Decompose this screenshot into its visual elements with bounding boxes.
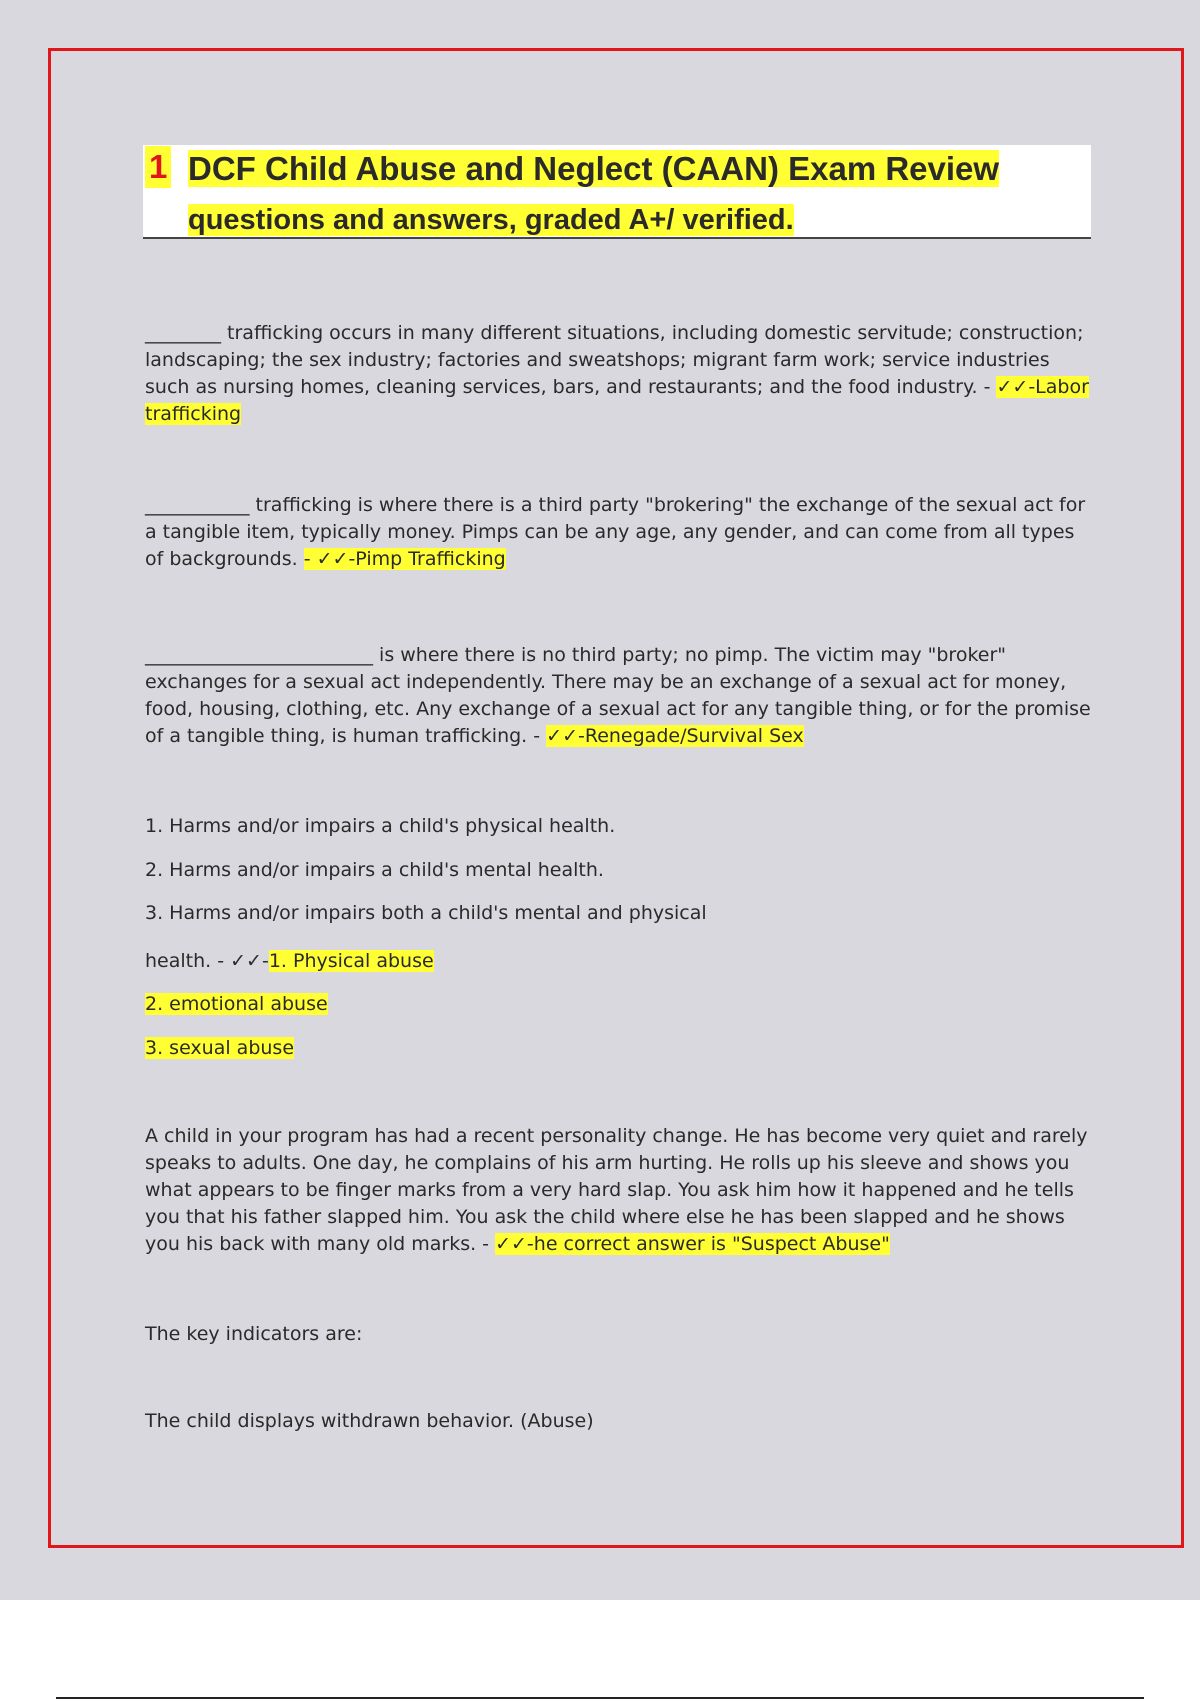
list-item: 3. Harms and/or impairs both a child's mental and physical [145,902,707,924]
qa-scenario [145,1123,1095,1258]
answer-text: ✓✓-Labor trafficking [145,376,1089,425]
title-line-2: questions and answers, graded A+/ verified. [188,204,794,236]
title-number: 1 [145,146,171,188]
footer-divider [56,1697,1144,1699]
answer-text: - ✓✓-Pimp Trafficking [303,548,506,570]
list-answer-line [145,1035,294,1062]
question-text: A child in your program has had a recent personality change. He has become very quiet and rarely speaks to adults. One day, he complains of his arm hurting. He rolls up his sleeve and shows you what appears to be finger marks from a very hard slap. You ask him how it happened and he tells you that his father slapped him. You ask the child where else he has been slapped and he shows you his back with many old marks. - [145,1125,1088,1255]
answer-text: ✓✓-Renegade/Survival Sex [546,725,804,747]
list-answer-prefix: health. - ✓✓- [145,950,269,972]
list-item: 2. Harms and/or impairs a child's mental health. [145,859,604,881]
answer-text: ✓✓-he correct answer is "Suspect Abuse" [495,1233,890,1255]
list-answer-line [145,948,434,975]
title-line-1: DCF Child Abuse and Neglect (CAAN) Exam Review [188,150,1000,187]
page-title [188,146,1078,247]
answer-text: 2. emotional abuse [145,993,328,1015]
key-indicators-heading: The key indicators are: [145,1323,363,1345]
question-text: ________________________ is where there is no third party; no pimp. The victim may "broker" exchanges for a sexual act independently. There may be an exchange of a sexual act for money, food, housing, clothing, etc. Any exchange of a sexual act for any tangible thing, or for the promise of a tangible thing, is human trafficking. - [145,644,1091,747]
qa-renegade [145,642,1095,750]
answer-text: 3. sexual abuse [145,1037,295,1059]
indicator-item: The child displays withdrawn behavior. (Abuse) [145,1410,594,1432]
answer-text: 1. Physical abuse [268,950,434,972]
question-text: ___________ trafficking is where there is a third party "brokering" the exchange of the sexual act for a tangible item, typically money. Pimps can be any age, any gender, and can come from all types of backgrounds. [145,494,1086,570]
list-item: 1. Harms and/or impairs a child's physical health. [145,815,616,837]
question-text: ________ trafficking occurs in many different situations, including domestic servitude; construction; landscaping; the sex industry; factories and sweatshops; migrant farm work; service industries such as nursing homes, cleaning services, bars, and restaurants; and the food industry. - [145,322,1084,398]
list-answer-line [145,991,328,1018]
qa-pimp [145,492,1095,573]
qa-labor [145,320,1095,428]
